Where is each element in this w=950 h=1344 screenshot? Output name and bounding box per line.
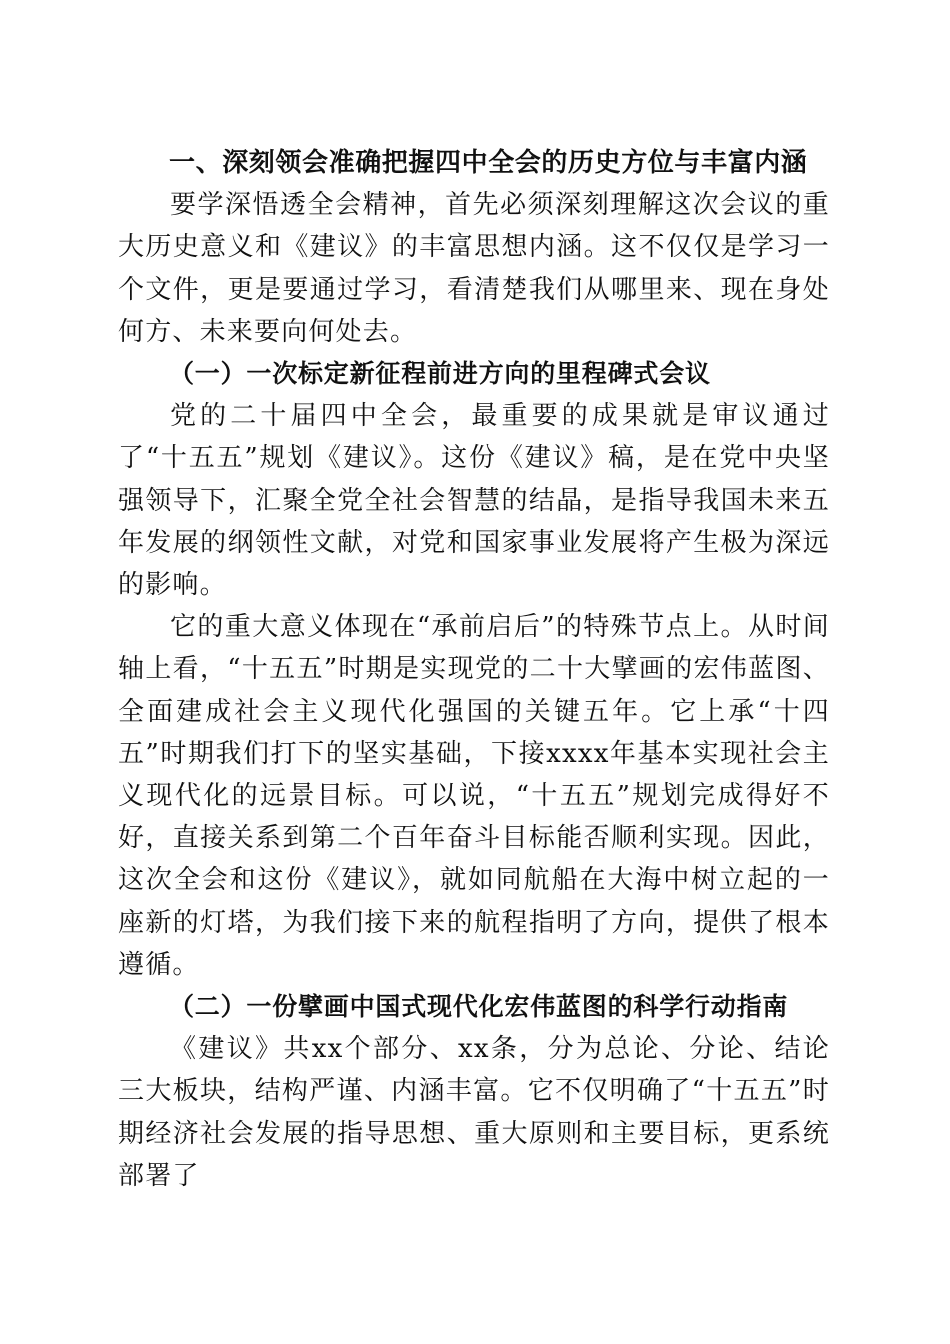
section-2-paragraph-1: 《建议》共xx个部分、xx条，分为总论、分论、结论三大板块，结构严谨、内涵丰富。它不仅明确了“十五五”时期经济社会发展的指导思想、重大原则和主要目标，更系统部署了 — [118, 1034, 830, 1191]
intro-paragraph: 要学深悟透全会精神，首先必须深刻理解这次会议的重大历史意义和《建议》的丰富思想内涵。这不仅仅是学习一个文件，更是要通过学习，看清楚我们从哪里来、现在身处何方、未来要向何处去。 — [118, 190, 830, 347]
heading-level-1: 一、深刻领会准确把握四中全会的历史方位与丰富内涵 — [169, 148, 808, 178]
section-1-heading: （一）一次标定新征程前进方向的里程碑式会议 — [169, 359, 711, 389]
section-1-paragraph-1: 党的二十届四中全会，最重要的成果就是审议通过了“十五五”规划《建议》。这份《建议》稿，是在党中央坚强领导下，汇聚全党全社会智慧的结晶，是指导我国未来五年发展的纲领性文献，对党和国家事业发展将产生极为深远的影响。 — [118, 401, 830, 601]
section-1-paragraph-2: 它的重大意义体现在“承前启后”的特殊节点上。从时间轴上看，“十五五”时期是实现党的二十大擘画的宏伟蓝图、全面建成社会主义现代化强国的关键五年。它上承“十四五”时期我们打下的坚实基础，下接xxxx年基本实现社会主义现代化的远景目标。可以说，“十五五”规划完成得好不好，直接关系到第二个百年奋斗目标能否顺利实现。因此，这次全会和这份《建议》，就如同航船在大海中树立起的一座新的灯塔，为我们接下来的航程指明了方向，提供了根本遵循。 — [118, 612, 830, 980]
section-2-heading: （二）一份擘画中国式现代化宏伟蓝图的科学行动指南 — [169, 992, 789, 1022]
document-body — [118, 142, 830, 1197]
